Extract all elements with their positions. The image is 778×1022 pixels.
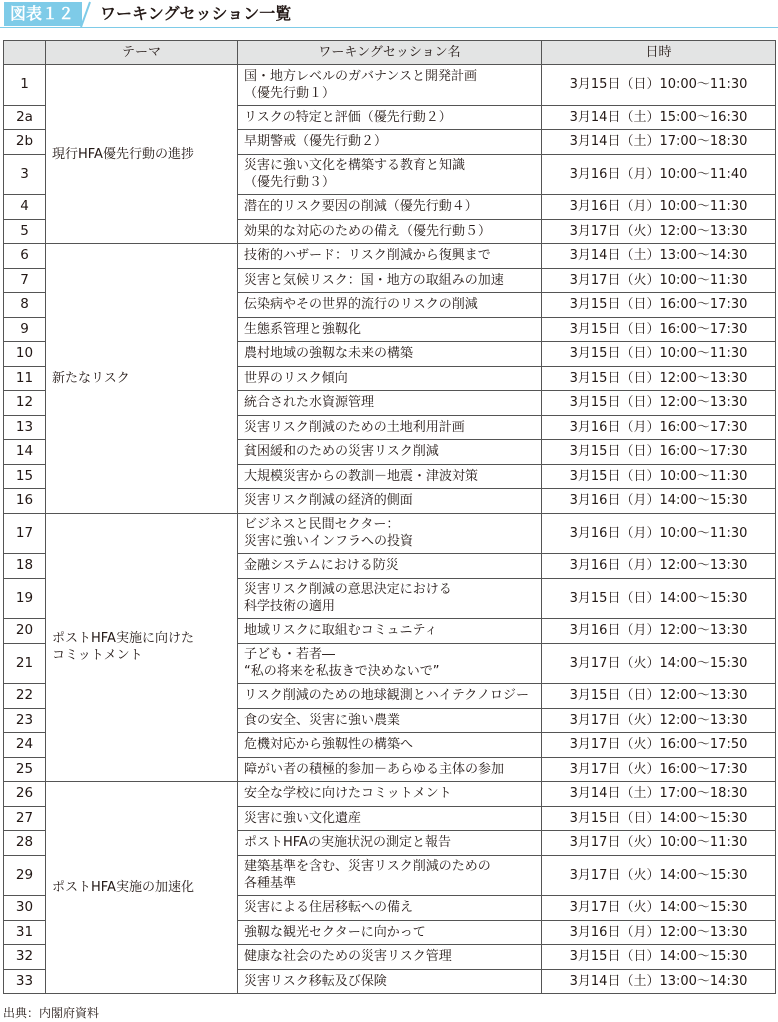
session-number: 2a <box>4 105 46 130</box>
session-datetime: 3月17日（火）14:00～15:30 <box>542 855 776 896</box>
session-datetime: 3月15日（日）12:00～13:30 <box>542 366 776 391</box>
session-datetime: 3月16日（月）16:00～17:30 <box>542 415 776 440</box>
session-number: 27 <box>4 806 46 831</box>
session-name: 障がい者の積極的参加－あらゆる主体の参加 <box>238 757 542 782</box>
session-number: 31 <box>4 920 46 945</box>
session-number: 29 <box>4 855 46 896</box>
session-name: 効果的な対応のための備え（優先行動５） <box>238 219 542 244</box>
session-name: 災害リスク削減のための土地利用計画 <box>238 415 542 440</box>
session-name: 災害リスク削減の意思決定における 科学技術の適用 <box>238 578 542 619</box>
session-datetime: 3月15日（日）16:00～17:30 <box>542 440 776 465</box>
session-datetime: 3月16日（月）14:00～15:30 <box>542 489 776 514</box>
session-number: 33 <box>4 969 46 994</box>
session-name: リスク削減のための地球観測とハイテクノロジー <box>238 684 542 709</box>
session-name: 金融システムにおける防災 <box>238 554 542 579</box>
figure-title: ワーキングセッション一覧 <box>100 4 292 23</box>
session-datetime: 3月17日（火）16:00～17:30 <box>542 757 776 782</box>
session-number: 8 <box>4 293 46 318</box>
session-name: 国・地方レベルのガバナンスと開発計画 （優先行動１） <box>238 65 542 106</box>
session-name: 生態系管理と強靱化 <box>238 317 542 342</box>
session-datetime: 3月16日（月）10:00～11:30 <box>542 513 776 554</box>
theme-cell: 現行HFA優先行動の進捗 <box>46 65 238 244</box>
session-number: 11 <box>4 366 46 391</box>
session-datetime: 3月16日（月）12:00～13:30 <box>542 619 776 644</box>
session-datetime: 3月14日（土）13:00～14:30 <box>542 244 776 269</box>
session-datetime: 3月15日（日）14:00～15:30 <box>542 806 776 831</box>
session-number: 10 <box>4 342 46 367</box>
header-rule <box>0 27 778 28</box>
session-number: 25 <box>4 757 46 782</box>
session-number: 22 <box>4 684 46 709</box>
session-name: 世界のリスク傾向 <box>238 366 542 391</box>
table-row <box>4 244 776 269</box>
session-number: 2b <box>4 130 46 155</box>
figure-label: 図表１２ <box>4 2 82 26</box>
slash-divider-icon <box>78 1 92 28</box>
session-number: 3 <box>4 154 46 195</box>
session-datetime: 3月17日（火）10:00～11:30 <box>542 831 776 856</box>
working-session-table <box>3 40 776 994</box>
session-number: 9 <box>4 317 46 342</box>
session-datetime: 3月15日（日）10:00～11:30 <box>542 342 776 367</box>
table-row <box>4 782 776 807</box>
session-number: 24 <box>4 733 46 758</box>
session-datetime: 3月14日（土）17:00～18:30 <box>542 782 776 807</box>
session-datetime: 3月16日（月）12:00～13:30 <box>542 554 776 579</box>
session-name: 健康な社会のための災害リスク管理 <box>238 945 542 970</box>
session-name: 早期警戒（優先行動２） <box>238 130 542 155</box>
session-name: 大規模災害からの教訓－地震・津波対策 <box>238 464 542 489</box>
session-name: 災害と気候リスク：国・地方の取組みの加速 <box>238 268 542 293</box>
session-name: 統合された水資源管理 <box>238 391 542 416</box>
session-datetime: 3月16日（月）10:00～11:30 <box>542 195 776 220</box>
session-datetime: 3月17日（火）12:00～13:30 <box>542 708 776 733</box>
session-number: 4 <box>4 195 46 220</box>
session-number: 16 <box>4 489 46 514</box>
session-name: 災害に強い文化遺産 <box>238 806 542 831</box>
session-name: ビジネスと民間セクター： 災害に強いインフラへの投資 <box>238 513 542 554</box>
session-datetime: 3月16日（月）12:00～13:30 <box>542 920 776 945</box>
session-name: 災害リスク移転及び保険 <box>238 969 542 994</box>
table-row <box>4 65 776 106</box>
table-row <box>4 513 776 554</box>
session-number: 17 <box>4 513 46 554</box>
session-number: 12 <box>4 391 46 416</box>
header-theme: テーマ <box>46 41 238 65</box>
session-name: 伝染病やその世界的流行のリスクの削減 <box>238 293 542 318</box>
session-name: 潜在的リスク要因の削減（優先行動４） <box>238 195 542 220</box>
session-datetime: 3月17日（火）14:00～15:30 <box>542 643 776 684</box>
header-datetime: 日時 <box>542 41 776 65</box>
session-datetime: 3月16日（月）10:00～11:40 <box>542 154 776 195</box>
session-datetime: 3月17日（火）14:00～15:30 <box>542 896 776 921</box>
header-number <box>4 41 46 65</box>
session-number: 6 <box>4 244 46 269</box>
theme-cell: 新たなリスク <box>46 244 238 514</box>
session-name: 災害リスク削減の経済的側面 <box>238 489 542 514</box>
session-datetime: 3月15日（日）12:00～13:30 <box>542 684 776 709</box>
session-number: 20 <box>4 619 46 644</box>
session-number: 5 <box>4 219 46 244</box>
session-number: 15 <box>4 464 46 489</box>
session-number: 19 <box>4 578 46 619</box>
source-note: 出典：内閣府資料 <box>3 1006 100 1020</box>
session-number: 13 <box>4 415 46 440</box>
theme-cell: ポストHFA実施に向けた コミットメント <box>46 513 238 782</box>
session-number: 1 <box>4 65 46 106</box>
session-name: 災害による住居移転への備え <box>238 896 542 921</box>
session-datetime: 3月14日（土）17:00～18:30 <box>542 130 776 155</box>
session-name: 食の安全、災害に強い農業 <box>238 708 542 733</box>
session-name: 子ども・若者― “私の将来を私抜きで決めないで” <box>238 643 542 684</box>
session-datetime: 3月17日（火）10:00～11:30 <box>542 268 776 293</box>
session-datetime: 3月15日（日）10:00～11:30 <box>542 65 776 106</box>
session-number: 32 <box>4 945 46 970</box>
session-datetime: 3月17日（火）16:00～17:50 <box>542 733 776 758</box>
session-number: 26 <box>4 782 46 807</box>
session-name: 強靱な観光セクターに向かって <box>238 920 542 945</box>
session-name: 技術的ハザード：リスク削減から復興まで <box>238 244 542 269</box>
session-number: 28 <box>4 831 46 856</box>
session-datetime: 3月15日（日）14:00～15:30 <box>542 578 776 619</box>
session-datetime: 3月14日（土）15:00～16:30 <box>542 105 776 130</box>
session-name: 地域リスクに取組むコミュニティ <box>238 619 542 644</box>
session-name: ポストHFAの実施状況の測定と報告 <box>238 831 542 856</box>
session-name: 災害に強い文化を構築する教育と知識 （優先行動３） <box>238 154 542 195</box>
table-header-row <box>4 41 776 65</box>
session-name: 危機対応から強靱性の構築へ <box>238 733 542 758</box>
session-datetime: 3月15日（日）14:00～15:30 <box>542 945 776 970</box>
session-datetime: 3月15日（日）16:00～17:30 <box>542 317 776 342</box>
session-datetime: 3月15日（日）12:00～13:30 <box>542 391 776 416</box>
session-name: 貧困緩和のための災害リスク削減 <box>238 440 542 465</box>
session-number: 23 <box>4 708 46 733</box>
session-datetime: 3月17日（火）12:00～13:30 <box>542 219 776 244</box>
session-number: 18 <box>4 554 46 579</box>
session-name: 安全な学校に向けたコミットメント <box>238 782 542 807</box>
session-name: リスクの特定と評価（優先行動２） <box>238 105 542 130</box>
session-datetime: 3月15日（日）10:00～11:30 <box>542 464 776 489</box>
table-body <box>4 65 776 994</box>
session-name: 建築基準を含む、災害リスク削減のための 各種基準 <box>238 855 542 896</box>
session-datetime: 3月15日（日）16:00～17:30 <box>542 293 776 318</box>
theme-cell: ポストHFA実施の加速化 <box>46 782 238 994</box>
session-number: 7 <box>4 268 46 293</box>
session-datetime: 3月14日（土）13:00～14:30 <box>542 969 776 994</box>
session-name: 農村地域の強靱な未来の構築 <box>238 342 542 367</box>
header-session-name: ワーキングセッション名 <box>238 41 542 65</box>
session-number: 30 <box>4 896 46 921</box>
session-number: 14 <box>4 440 46 465</box>
session-number: 21 <box>4 643 46 684</box>
figure-header <box>0 0 778 30</box>
